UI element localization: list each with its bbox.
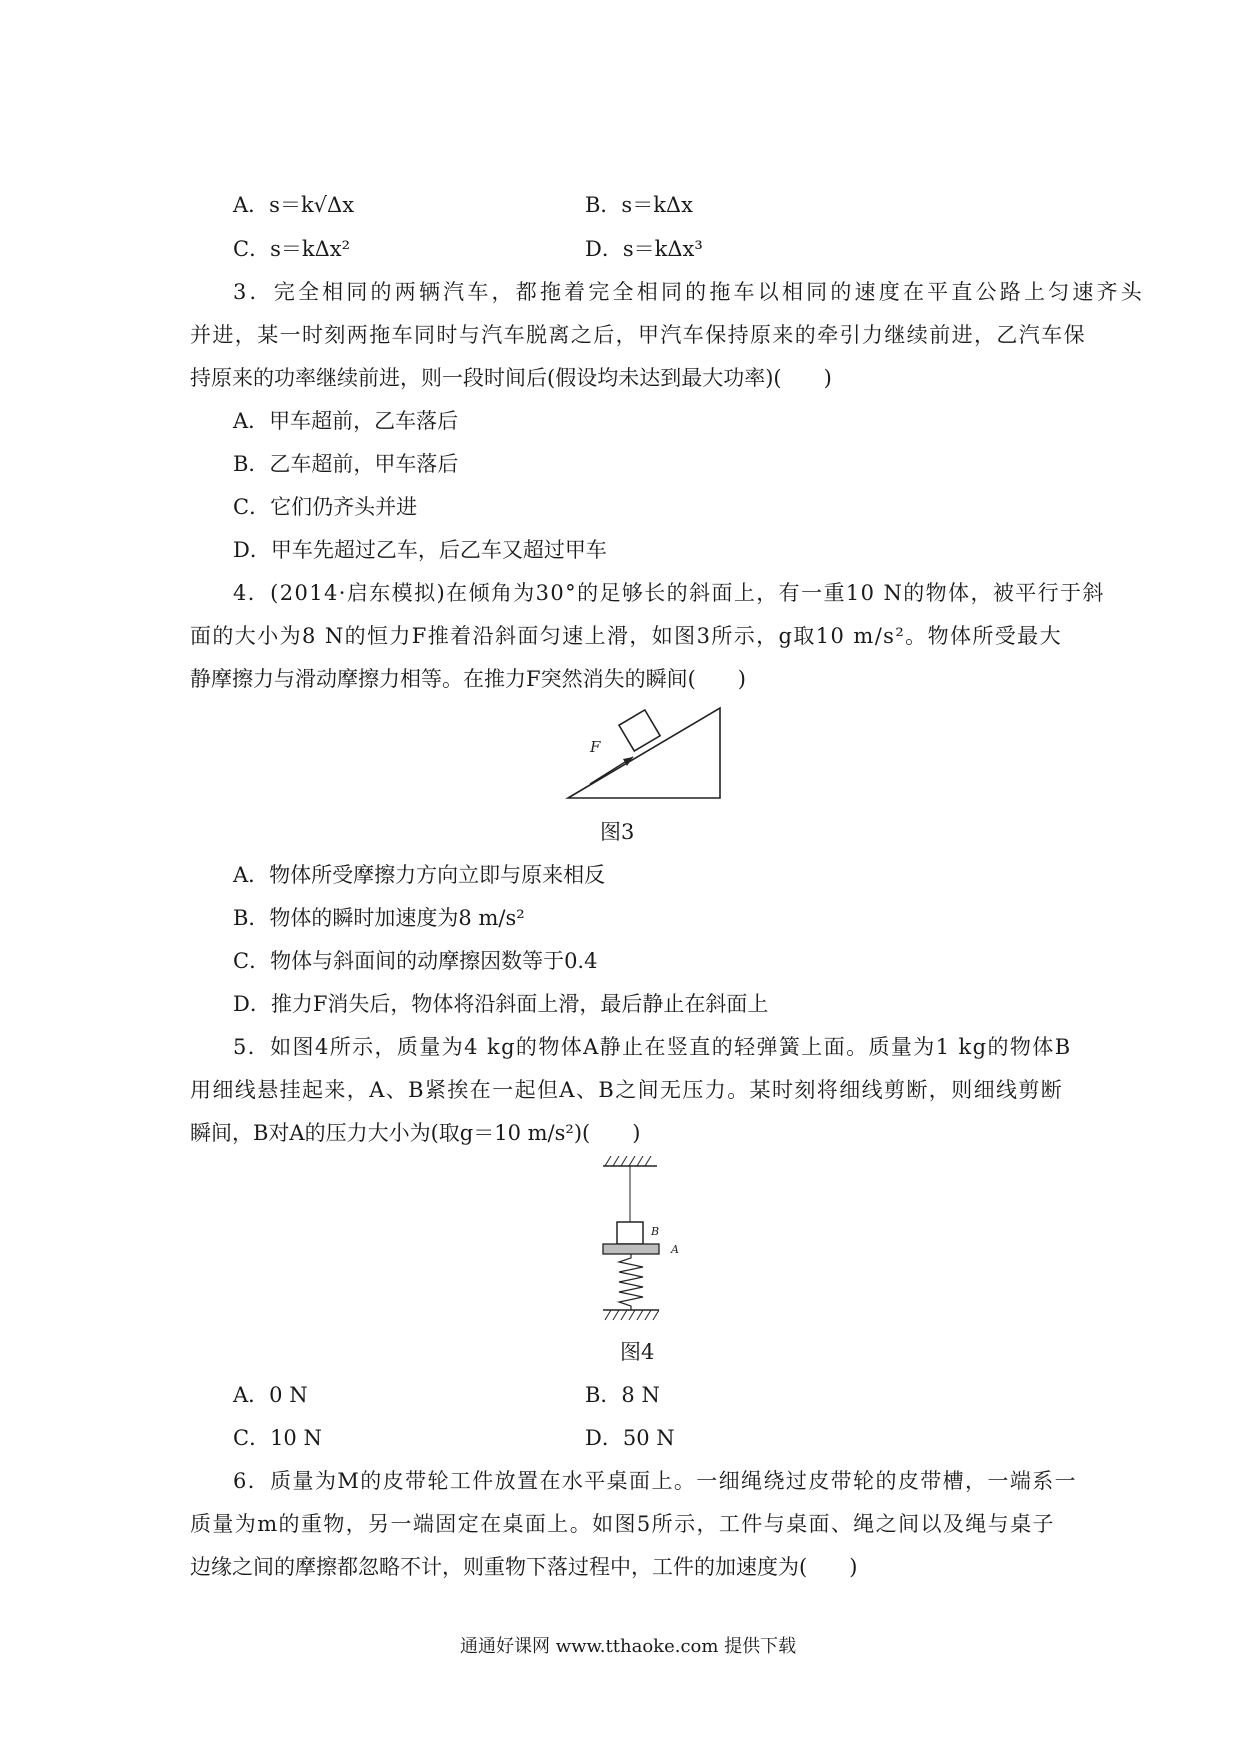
q3-stem-line-3: 持原来的功率继续前进，则一段时间后(假设均未达到最大功率)( ) — [190, 366, 832, 390]
q3-option-b: B．乙车超前，甲车落后 — [233, 452, 459, 476]
figure-4-spring-diagram — [595, 1152, 705, 1332]
q5-stem-line-2: 用细线悬挂起来，A、B紧挨在一起但A、B之间无压力。某时刻将细线剪断，则细线剪断 — [190, 1078, 1064, 1102]
page-footer: 通通好课网 www.tthaoke.com 提供下载 — [460, 1636, 797, 1657]
q5-stem-line-3: 瞬间，B对A的压力大小为(取g＝10 m/s²)( ) — [190, 1121, 641, 1145]
q4-option-b: B．物体的瞬时加速度为8 m/s² — [233, 906, 525, 930]
q4-stem-line-2: 面的大小为8 N的恒力F推着沿斜面匀速上滑，如图3所示，g取10 m/s²。物体所受最大 — [190, 624, 1062, 648]
q2-option-d: D．s＝kΔx³ — [585, 237, 703, 261]
figure-3-caption: 图3 — [600, 820, 635, 844]
q3-stem-line-2: 并进，某一时刻两拖车同时与汽车脱离之后，甲汽车保持原来的牵引力继续前进，乙汽车保 — [190, 323, 1086, 347]
q4-option-c: C．物体与斜面间的动摩擦因数等于0.4 — [233, 949, 598, 973]
q3-option-a: A．甲车超前，乙车落后 — [233, 409, 459, 433]
figure-4-caption: 图4 — [620, 1340, 655, 1364]
q6-stem-line-3: 边缘之间的摩擦都忽略不计，则重物下落过程中，工件的加速度为( ) — [190, 1555, 858, 1579]
figure-3-incline-diagram — [560, 700, 730, 805]
block-b-label: B — [651, 1225, 660, 1238]
q4-option-a: A．物体所受摩擦力方向立即与原来相反 — [233, 863, 606, 887]
q2-option-c: C．s＝kΔx² — [233, 237, 350, 261]
q6-stem-line-1: 6．质量为M的皮带轮工件放置在水平桌面上。一细绳绕过皮带轮的皮带槽，一端系一 — [233, 1469, 1078, 1493]
q5-option-d: D．50 N — [585, 1426, 675, 1450]
q2-option-b: B．s＝kΔx — [585, 193, 693, 217]
q5-option-c: C．10 N — [233, 1426, 322, 1450]
q3-option-c: C．它们仍齐头并进 — [233, 495, 418, 519]
q5-stem-line-1: 5．如图4所示，质量为4 kg的物体A静止在竖直的轻弹簧上面。质量为1 kg的物体B — [233, 1035, 1072, 1059]
q5-option-a: A．0 N — [233, 1383, 308, 1407]
q4-option-d: D．推力F消失后，物体将沿斜面上滑，最后静止在斜面上 — [233, 992, 769, 1016]
q5-option-b: B．8 N — [585, 1383, 660, 1407]
figure-3-force-label: F — [590, 738, 601, 756]
block-a-label: A — [671, 1243, 679, 1256]
q2-option-a: A．s＝k√Δx — [233, 193, 355, 217]
q4-stem-line-1: 4．(2014·启东模拟)在倾角为30°的足够长的斜面上，有一重10 N的物体，被平行于斜 — [233, 581, 1105, 605]
q4-stem-line-3: 静摩擦力与滑动摩擦力相等。在推力F突然消失的瞬间( ) — [190, 667, 746, 691]
q3-stem-line-1: 3．完全相同的两辆汽车，都拖着完全相同的拖车以相同的速度在平直公路上匀速齐头 — [233, 280, 1145, 304]
q3-option-d: D．甲车先超过乙车，后乙车又超过甲车 — [233, 538, 607, 562]
q6-stem-line-2: 质量为m的重物，另一端固定在桌面上。如图5所示，工件与桌面、绳之间以及绳与桌子 — [190, 1512, 1055, 1536]
